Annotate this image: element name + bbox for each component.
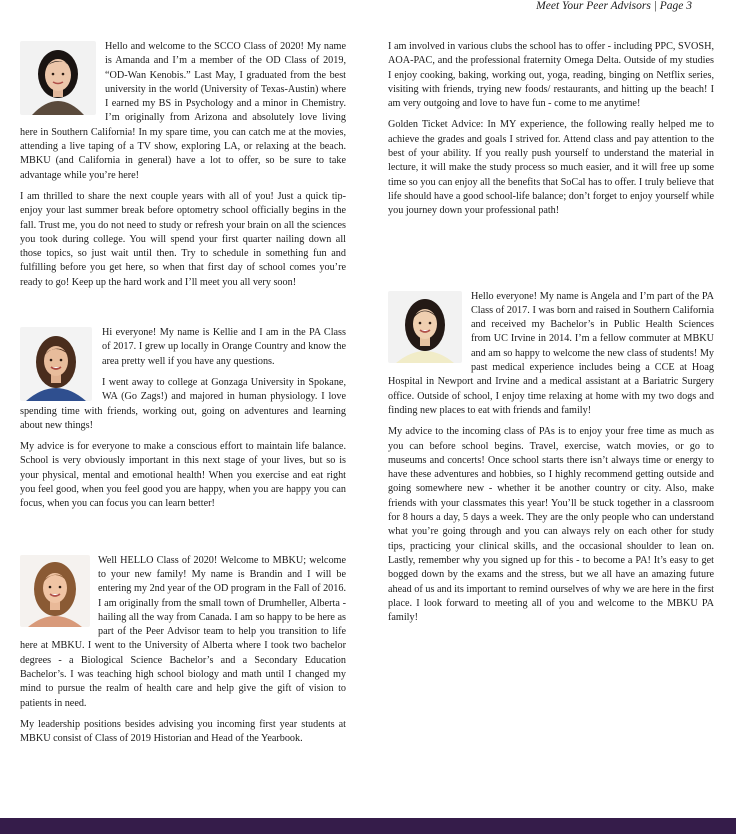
- advisor-photo-kellie: [20, 327, 92, 401]
- advisor-photo-angela: [388, 291, 462, 363]
- bio-paragraph: Hello everyone! My name is Angela and I’m part of the PA Class of 2017. I was born and raised in Southern California and received my Bachelor’s in Public Health Sciences from UC Irvine in 2014. I’m a fellow commuter at MBKU and am so happy to welcome the new class of students! My past medical experience includes being a CCE at Hoag Hospital in Newport and Irvine and a medical assistant at a Bariatric Surgery office. Outside of school, I enjoy time relaxing at home with my two dogs and finding new places to eat with friends and family!: [388, 290, 714, 416]
- page-header: Meet Your Peer Advisors | Page 3: [536, 0, 692, 12]
- bio-paragraph: My advice to the incoming class of PAs is to enjoy your free time as much as you can before school begins. Travel, exercise, watch movies, or go to museums and concerts! Once school starts there isn’t always time or energy to have these adventures and hobbies, so I highly recommend getting outside and going somewhere new - whether it be another country or city. Also, make friends with your classmates this year! You’ll be stuck together in a classroom for 8 hours a day, 5 days a week. They are the only people who can understand what you’re going through and you can always rely on each other for study tips, practicing your clinical skills, and the occasional shoulder to lean on. Lastly, remember why you signed up for this - to become a PA! It’s easy to get bogged down by the exams and the stress, but we all have an amazing future ahead of us and its important to remind ourselves of why we are here in the first place. I look forward to meeting all of you and welcome to the MBKU PA family!: [388, 426, 714, 624]
- bio-paragraph: I am involved in various clubs the school has to offer - including PPC, SVOSH, AOA-PAC, and the professional fraternity Omega Delta. Outside of my studies I enjoy cooking, baking, working out, yoga, reading, binging on Netflix series, visiting with friends, trying new foods/ restaurants, and hitting up the beach! I am very outgoing and love to have fun - come to me anytime!: [388, 41, 714, 110]
- advisor-bio-amanda-continued: [388, 40, 714, 226]
- bio-paragraph: My advice is for everyone to make a conscious effort to maintain life balance. School is very obviously important in this next stage of your lives, but so is your physical, mental and emotional health! When you exercise and eat right you feel good, when you feel good you are happy, when you are happy you can focus, when you can focus you can learn better!: [20, 441, 346, 510]
- bio-paragraph: Hi everyone! My name is Kellie and I am in the PA Class of 2017. I grew up locally in Orange Country and know the area pretty well if you have any questions.: [102, 327, 346, 367]
- advisor-bio-brandin: [20, 554, 346, 754]
- bottom-band: [0, 818, 736, 834]
- advisor-bio-kellie: [20, 326, 346, 519]
- advisor-bio-angela: [388, 290, 714, 633]
- bio-paragraph: Golden Ticket Advice: In MY experience, the following really helped me to achieve the grades and goals I strived for. Attend class and pay attention to the best of your ability. If you really push yourself to understand the material in lecture, it will make the study process so much easier, and it will free up some time so you can enjoy all the benefits that SoCal has to offer. I truly believe that life should have a good school-life balance; don’t forget to enjoy yourself while you journey down your professional path!: [388, 119, 714, 217]
- bio-paragraph: Well HELLO Class of 2020! Welcome to MBKU; welcome to your new family! My name is Brandin and I will be entering my 2nd year of the OD program in the Fall of 2016. I am originally from the small town of Drumheller, Alberta - hailing all the way from Canada. I am so happy to be here as part of the Peer Advisor team to help you transition to life here at MBKU. I went to the University of Alberta where I took two bachelor degrees - a Biological Science Bachelor’s and a Secondary Education Bachelor’s. I was teaching high school biology and math until I changed my mind to pursue the realm of health care and help give the gift of vision to patients in need.: [20, 554, 346, 709]
- bio-paragraph: Hello and welcome to the SCCO Class of 2020! My name is Amanda and I’m a member of the OD Class of 2019, “OD-Wan Kenobis.” Last May, I graduated from the best university in the world (University of Texas-Austin) where I earned my BS in Psychology and a minor in Chemistry. I’m originally from Arizona and absolutely love living here in Southern California! In my spare time, you can catch me at the movies, attending a live taping of a TV show, exploring LA, or relaxing at the beach. MBKU (and California in general) have a lot to offer, so be sure to take advantage while you’re here!: [20, 41, 346, 181]
- advisor-photo-brandin: [20, 555, 90, 627]
- bio-paragraph: I am thrilled to share the next couple years with all of you! Just a quick tip- enjoy your last summer break before optometry school officially begins in the fall. Trust me, you do not need to study or refresh your brain on all the sciences you took during college. You will spend your first quarter nailing down all those topics, so just wait until then. Try to schedule in something fun and fulfilling before you get here, so when that first day of school comes you’re ready to go! Keep up the hard work and I’ll meet you all very soon!: [20, 190, 346, 288]
- advisor-bio-amanda: [20, 40, 346, 297]
- right-column: [388, 40, 714, 632]
- bio-paragraph: My leadership positions besides advising you incoming first year students at MBKU consist of Class of 2019 Historian and Head of the Yearbook.: [20, 718, 346, 745]
- bio-paragraph: I went away to college at Gonzaga University in Spokane, WA (Go Zags!) and majored in human physiology. I love spending time with friends, working out, going on adventures and learning about new things!: [20, 376, 346, 431]
- advisor-photo-amanda: [20, 41, 96, 115]
- left-column: [20, 40, 346, 753]
